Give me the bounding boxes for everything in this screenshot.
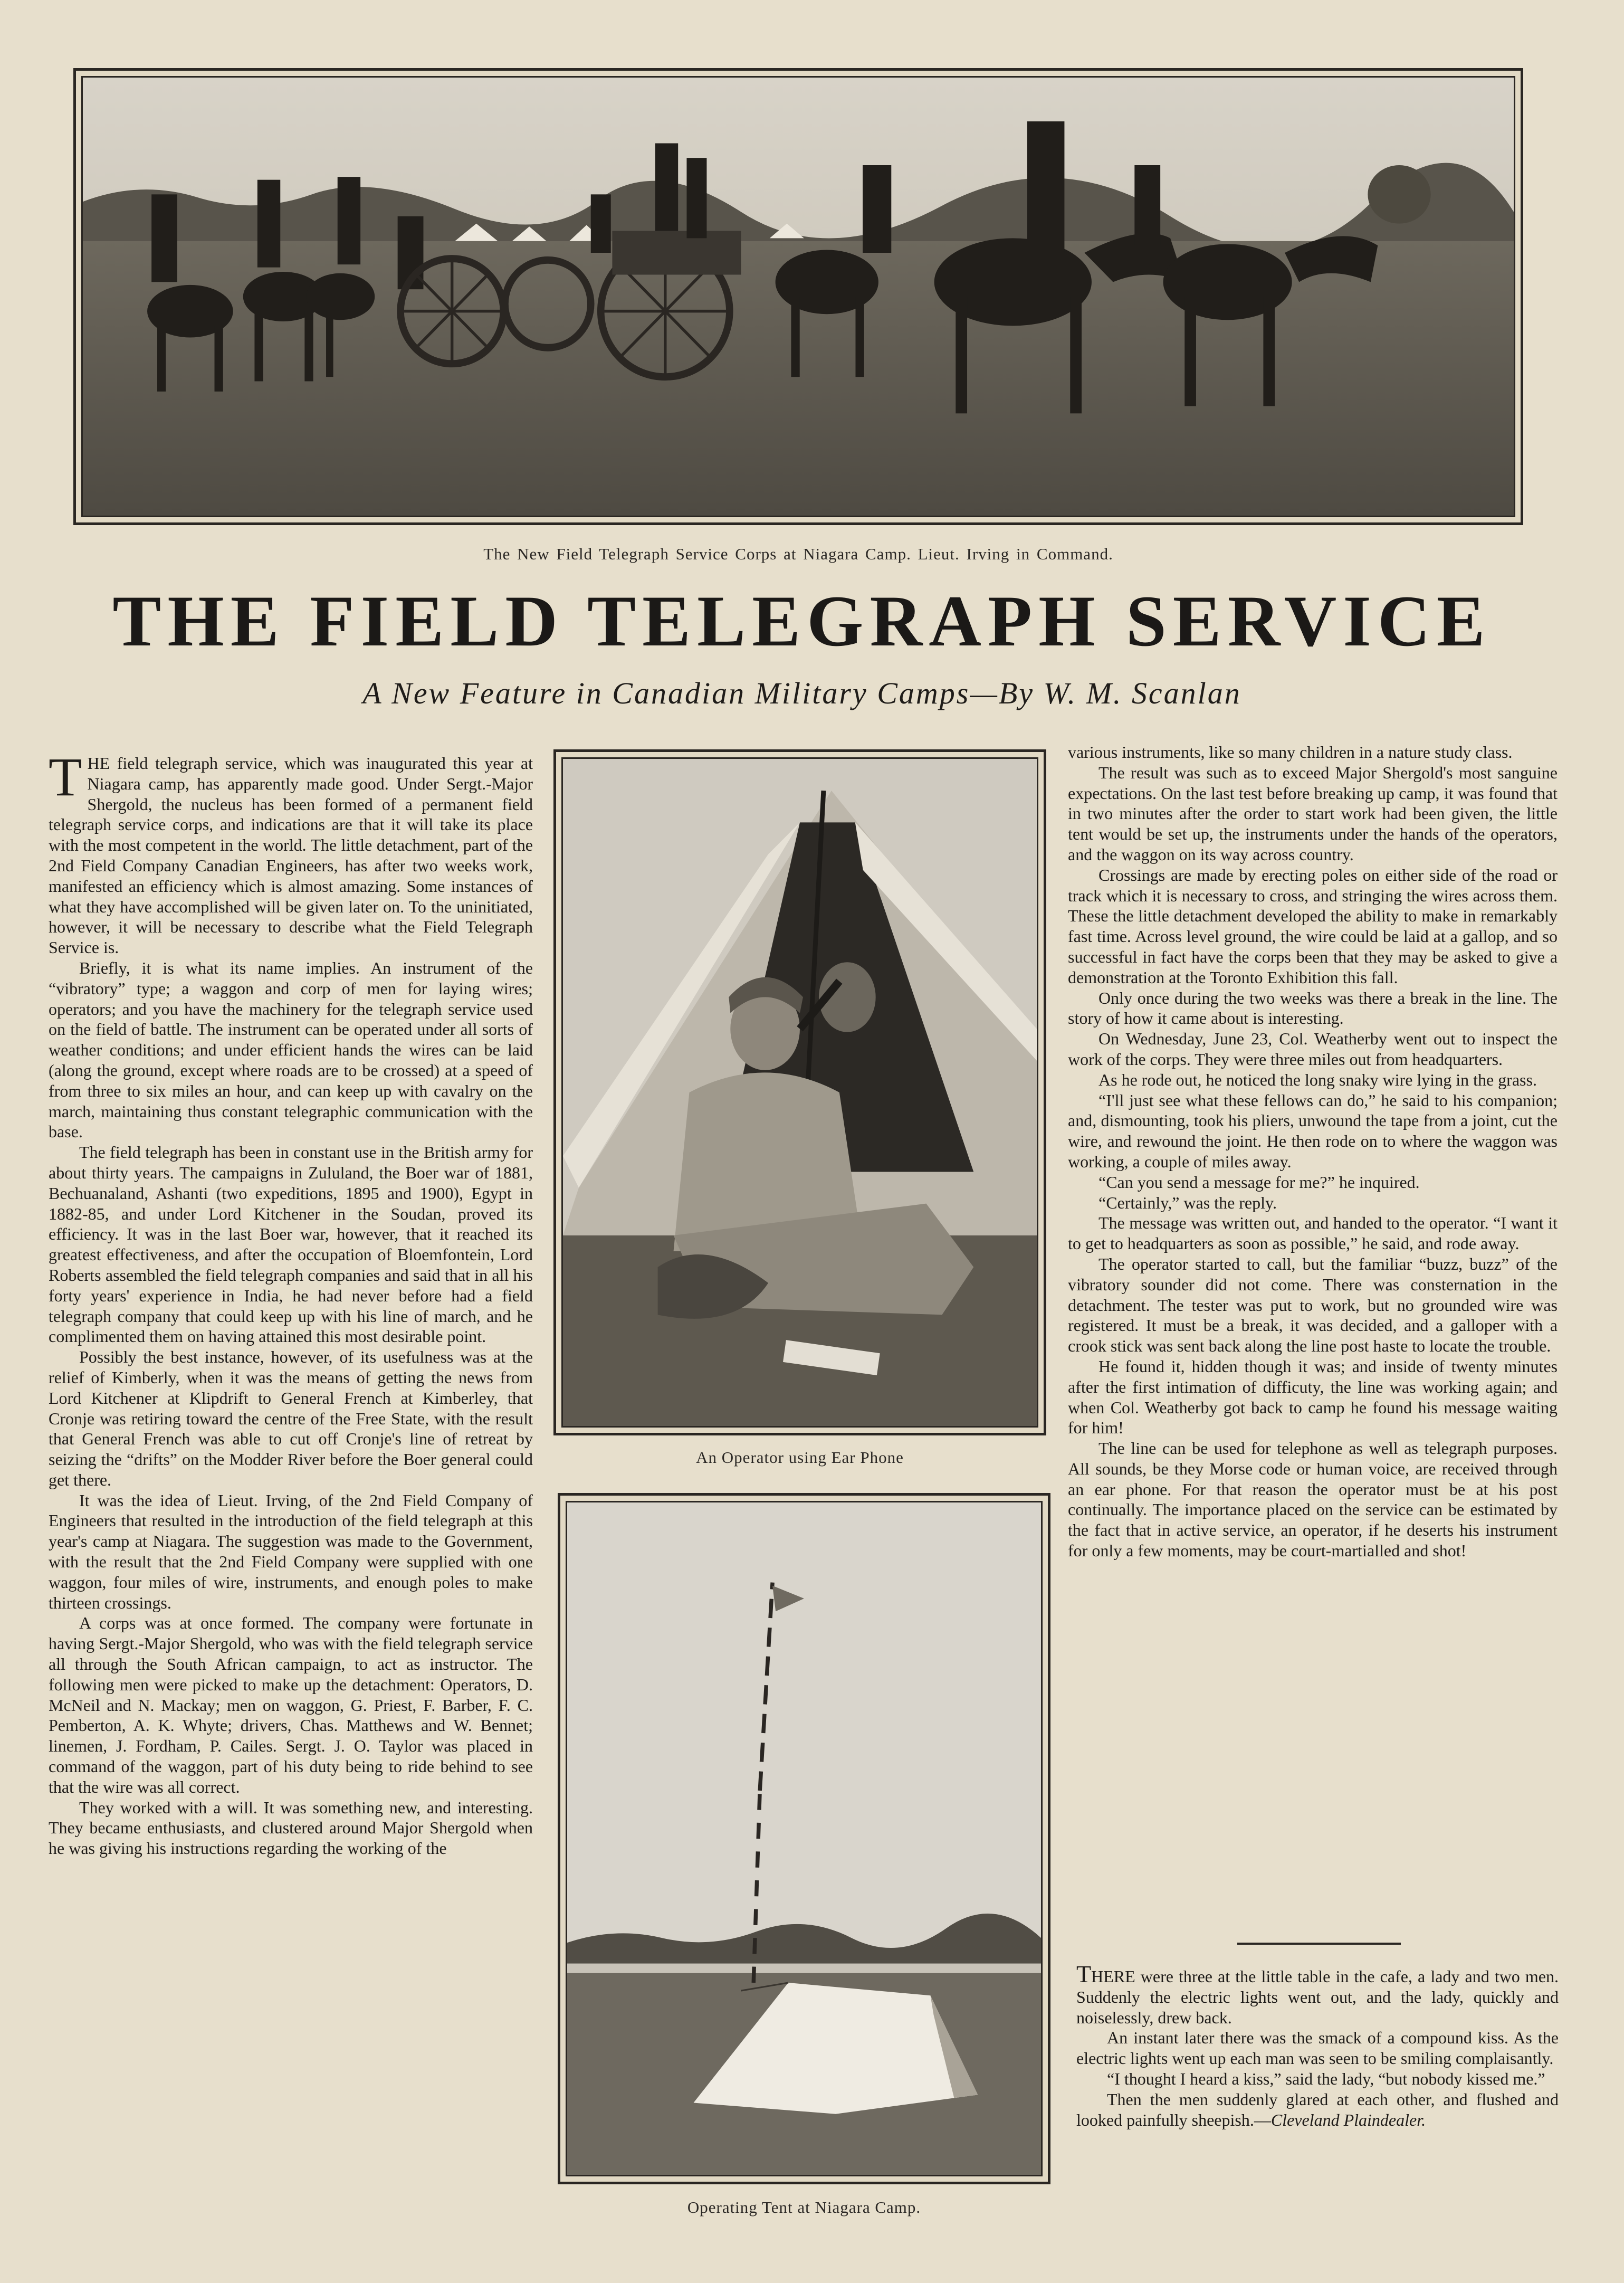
top-photo xyxy=(73,68,1523,525)
article-paragraph: The line can be used for telephone as well as telegraph purposes. All sounds, be they Morse code or human voice, are received through an ear phone. For that reason the operator must be at his post continually. The importance placed on the service can be estimated by the fact that in active service, an operator, if he deserts his instrument for only a few moments, may be court-martialled and shot! xyxy=(1068,1439,1558,1561)
filler-source: Cleveland Plaindealer. xyxy=(1270,2110,1426,2129)
top-photo-caption: The New Field Telegraph Service Corps at Niagara Camp. Lieut. Irving in Command. xyxy=(483,545,1113,563)
article-paragraph: Only once during the two weeks was there a break in the line. The story of how it came about is interesting. xyxy=(1068,988,1558,1028)
article-paragraph: various instruments, like so many children in a nature study class. xyxy=(1068,743,1513,762)
article-paragraph: Briefly, it is what its name implies. An instrument of the “vibratory” type; a waggon and corp of men for laying wires; operators; and you have the machinery for the telegraph service used on the field of battle. The instrument can be operated under all sorts of weather conditions; and under efficient hands the wires can be laid (along the ground, except where roads are to be crossed) at a speed of from three to six miles an hour, and can keep up with cavalry on the march, maintaining thus constant telegraphic communication with the base. xyxy=(49,958,533,1142)
section-divider xyxy=(1237,1943,1401,1945)
filler-paragraph: An instant later there was the smack of a compound kiss. As the electric lights went up each man was seen to be smiling complaisantly. xyxy=(1076,2028,1559,2068)
article-paragraph: “I'll just see what these fellows can do,” he said to his companion; and, dismounting, took his pliers, unwound the tape from a joint, cut the wire, and rewound the joint. He then rode on to where the waggon was working, a couple of miles away. xyxy=(1068,1090,1558,1171)
operating-tent-image xyxy=(567,1502,1041,2175)
article-paragraph: Possibly the best instance, however, of its usefulness was at the relief of Kimberly, when it was the means of getting the news from Lord Kitchener at Klipdrift to General French at Kimberley, that Cronje was retiring toward the centre of the Free State, with the result that General French was able to cut off Cronje's line of retreat by seizing the “drifts” on the Modder River before the Boer general could get there. xyxy=(49,1347,533,1489)
article-paragraph: A corps was at once formed. The company were fortunate in having Sergt.-Major Shergold, who was with the field telegraph service all through the South African campaign, to act as instructor. The following men were picked to make up the detachment: Operators, D. McNeil and N. Mackay; men on waggon, G. Priest, F. Barber, F. C. Pemberton, A. K. Whyte; drivers, Chas. Matthews and W. Bennet; linemen, J. Fordham, P. Cailes. Sergt. J. O. Taylor was placed in command of the waggon, part of his duty being to ride behind to see that the wire was all correct. xyxy=(49,1613,533,1796)
article-paragraph: “Certainly,” was the reply. xyxy=(1098,1193,1277,1212)
telegraph-corps-image xyxy=(83,78,1514,516)
article-paragraph: “Can you send a message for me?” he inquired. xyxy=(1098,1172,1420,1192)
article-paragraph: On Wednesday, June 23, Col. Weatherby went out to inspect the work of the corps. They were three miles out from headquarters. xyxy=(1068,1029,1558,1069)
tent-photo xyxy=(558,1493,1050,2184)
article-column-3 xyxy=(1068,742,1558,1561)
article-paragraph: The operator started to call, but the familiar “buzz, buzz” of the vibratory sounder did not come. There was consternation in the detachment. The tester was put to work, but no grounded wire was registered. It must be a break, it was decided, and a galloper with a crook stick was sent back along the line post haste to locate the trouble. xyxy=(1068,1254,1558,1356)
tent-photo-caption: Operating Tent at Niagara Camp. xyxy=(687,2198,921,2217)
drop-cap: T xyxy=(49,747,82,807)
operator-photo xyxy=(553,749,1046,1435)
article-paragraph: The result was such as to exceed Major Shergold's most sanguine expectations. On the last test before breaking up camp, it was found that in two minutes after the order to start work had been given, the little tent would be set up, the instruments under the hands of the operators, and the waggon on its way across country. xyxy=(1068,763,1558,864)
filler-paragraph: THERE were three at the little table in the cafe, a lady and two men. Suddenly the electric lights went out, and the lady, quickly and noiselessly, drew back. xyxy=(1076,1961,1559,2027)
filler-paragraph: “I thought I heard a kiss,” said the lady, “but nobody kissed me.” xyxy=(1107,2069,1545,2088)
article-column-1 xyxy=(49,747,533,1859)
article-title: THE FIELD TELEGRAPH SERVICE xyxy=(112,581,1492,661)
article-paragraph: The message was written out, and handed to the operator. “I want it to get to headquarters as soon as possible,” he said, and rode away. xyxy=(1068,1213,1558,1253)
operator-ear-phone-image xyxy=(563,759,1037,1426)
article-paragraph: It was the idea of Lieut. Irving, of the 2nd Field Company of Engineers that resulted in the introduction of the field telegraph at this year's camp at Niagara. The suggestion was made to the Government, with the result that the 2nd Field Company were supplied with one waggon, four miles of wire, instruments, and enough poles to make thirteen crossings. xyxy=(49,1490,533,1612)
article-subtitle: A New Feature in Canadian Military Camps—By W. M. Scanlan xyxy=(362,676,1241,710)
telegraph-corps-photo xyxy=(81,76,1515,517)
article-paragraph: The field telegraph has been in constant use in the British army for about thirty years. The campaigns in Zululand, the Boer war of 1881, Bechuanaland, Ashanti (two expeditions, 1895 and 1900), Egypt in 1882-85, and under Lord Kitchener in the Soudan, proved its efficiency. It was in the last Boer war, however, that it reached its greatest effectiveness, and after the occupation of Bloemfontein, Lord Roberts assembled the field telegraph companies and said that in all his forty years' experience in India, he had never before had a field telegraph company that could keep up with his line of march, and he complimented them on having attained this most desirable point. xyxy=(49,1143,533,1346)
operator-photo-inner xyxy=(561,757,1038,1428)
article-paragraph: He found it, hidden though it was; and inside of twenty minutes after the first intimation of difficuty, the line was working again; and when Col. Weatherby got back to camp he found his message waiting for him! xyxy=(1068,1356,1558,1438)
article-paragraph: As he rode out, he noticed the long snaky wire lying in the grass. xyxy=(1098,1070,1537,1089)
article-paragraph: They worked with a will. It was something new, and interesting. They became enthusiasts, and clustered around Major Shergold when he was giving his instructions regarding the working of the xyxy=(49,1797,533,1858)
operator-photo-caption: An Operator using Ear Phone xyxy=(696,1448,904,1467)
article-paragraph: Crossings are made by erecting poles on either side of the road or track which it is necessary to cross, and stringing the wires across them. These the little detachment developed the ability to make in remarkably fast time. Across level ground, the wire could be laid at a gallop, and so successful in fact have the corps been that they may be asked to give a demonstration at the Toronto Exhibition this fall. xyxy=(1068,865,1558,987)
article-paragraph: THE field telegraph service, which was inaugurated this year at Niagara camp, has apparently made good. Under Sergt.-Major Shergold, the nucleus has been formed of a permanent field telegraph service corps, and indications are that it will take its place with the most competent in the world. The little detachment, part of the 2nd Field Company Canadian Engineers, has after two weeks work, manifested an efficiency which is almost amazing. Some instances of what they have accomplished will be given later on. To the uninitiated, however, it will be necessary to describe what the Field Telegraph Service is. xyxy=(49,747,533,957)
tent-photo-inner xyxy=(566,1501,1043,2176)
filler-story xyxy=(1076,1961,1559,2130)
filler-initial: T xyxy=(1076,1961,1092,1987)
filler-paragraph: Then the men suddenly glared at each other, and flushed and looked painfully sheepish.—Cleveland Plaindealer. xyxy=(1076,2089,1559,2129)
